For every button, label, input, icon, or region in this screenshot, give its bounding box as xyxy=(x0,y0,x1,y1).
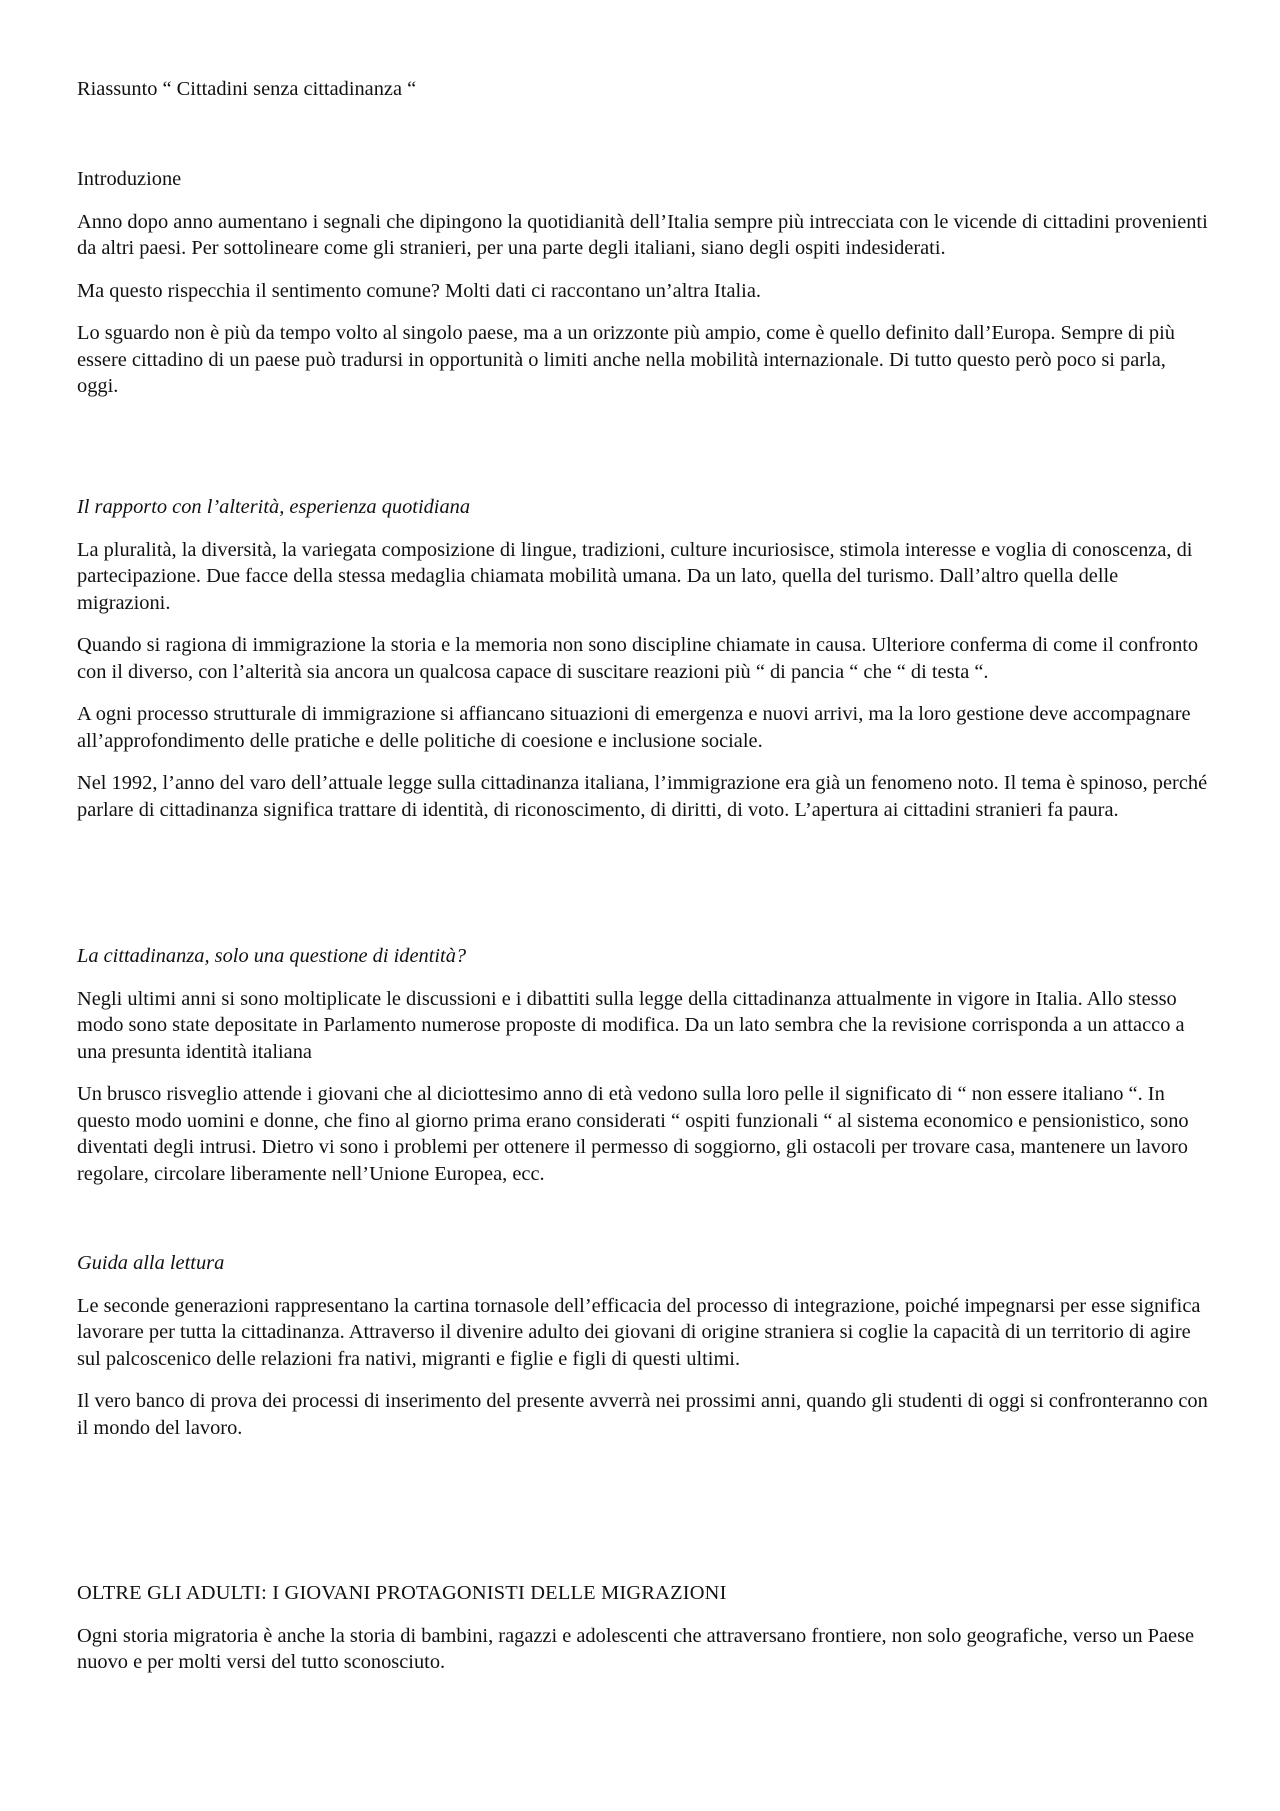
paragraph: La pluralità, la diversità, la variegata composizione di lingue, tradizioni, culture incuriosisce, stimola interesse e voglia di conoscenza, di partecipazione. Due facce della stessa medaglia chiamata mobilità umana. Da un lato, quella del turismo. Dall’altro quella delle migrazioni. xyxy=(77,538,1193,614)
section-introduzione xyxy=(77,166,1212,416)
paragraph: Negli ultimi anni si sono moltiplicate le discussioni e i dibattiti sulla legge della cittadinanza attualmente in vigore in Italia. Allo stesso modo sono state depositate in Parlamento numerose proposte di modifica. Da un lato sembra che la revisione corrisponda a un attacco a una presunta identità italiana xyxy=(77,987,1185,1063)
paragraph: Il vero banco di prova dei processi di inserimento del presente avverrà nei prossimi anni, quando gli studenti di oggi si confronteranno con il mondo del lavoro. xyxy=(77,1390,1208,1439)
section-heading: OLTRE GLI ADULTI: I GIOVANI PROTAGONISTI DELLE MIGRAZIONI xyxy=(77,1582,727,1604)
paragraph: Anno dopo anno aumentano i segnali che dipingono la quotidianità dell’Italia sempre più intrecciata con le vicende di cittadini provenienti da altri paesi. Per sottolineare come gli stranieri, per una parte degli italiani, siano degli ospiti indesiderati. xyxy=(77,210,1208,259)
paragraph: Nel 1992, l’anno del varo dell’attuale legge sulla cittadinanza italiana, l’immigrazione era già un fenomeno noto. Il tema è spinoso, perché parlare di cittadinanza significa trattare di identità, di riconoscimento, di diritti, di voto. L’apertura ai cittadini stranieri fa paura. xyxy=(77,772,1208,821)
section-guida-lettura xyxy=(77,1250,1212,1457)
section-rapporto-alterita xyxy=(77,494,1212,839)
paragraph: Ma questo rispecchia il sentimento comune? Molti dati ci raccontano un’altra Italia. xyxy=(77,279,761,302)
section-cittadinanza-identita xyxy=(77,943,1212,1203)
section-heading: Il rapporto con l’alterità, esperienza quotidiana xyxy=(77,496,471,518)
paragraph: Un brusco risveglio attende i giovani che al diciottesimo anno di età vedono sulla loro pelle il significato di “ non essere italiano “. In questo modo uomini e donne, che fino al giorno prima erano considerati “ ospiti funzionali “ al sistema economico e pensionistico, sono diventati degli intrusi. Dietro vi sono i problemi per ottenere il permesso di soggiorno, gli ostacoli per trovare casa, mantenere un lavoro regolare, circolare liberamente nell’Unione Europea, ecc. xyxy=(77,1083,1189,1185)
paragraph: Quando si ragiona di immigrazione la storia e la memoria non sono discipline chiamate in causa. Ulteriore conferma di come il confronto con il diverso, con l’alterità sia ancora un qualcosa capace di suscitare reazioni più “ di pancia “ che “ di testa “. xyxy=(77,634,1199,683)
document-title: Riassunto “ Cittadini senza cittadinanza “ xyxy=(77,78,417,100)
section-heading: Guida alla lettura xyxy=(77,1252,225,1274)
paragraph: A ogni processo strutturale di immigrazione si affiancano situazioni di emergenza e nuovi arrivi, ma la loro gestione deve accompagnare all’approfondimento delle pratiche e delle politiche di coesione e inclusione sociale. xyxy=(77,703,1191,752)
paragraph: Lo sguardo non è più da tempo volto al singolo paese, ma a un orizzonte più ampio, come è quello definito dall’Europa. Sempre di più essere cittadino di un paese può tradursi in opportunità o limiti anche nella mobilità internazionale. Di tutto questo però poco si parla, oggi. xyxy=(77,322,1175,397)
paragraph: Le seconde generazioni rappresentano la cartina tornasole dell’efficacia del processo di integrazione, poiché impegnarsi per esse significa lavorare per tutta la cittadinanza. Attraverso il divenire adulto dei giovani di origine straniera si coglie la capacità di un territorio di agire sul palcoscenico delle relazioni fra nativi, migranti e figlie e figli di questi ultimi. xyxy=(77,1294,1201,1370)
paragraph: Ogni storia migratoria è anche la storia di bambini, ragazzi e adolescenti che attraversano frontiere, non solo geografiche, verso un Paese nuovo e per molti versi del tutto sconosciuto. xyxy=(77,1624,1195,1673)
section-heading: La cittadinanza, solo una questione di identità? xyxy=(77,945,467,967)
section-oltre-gli-adulti xyxy=(77,1580,1212,1692)
section-heading: Introduzione xyxy=(77,168,182,190)
